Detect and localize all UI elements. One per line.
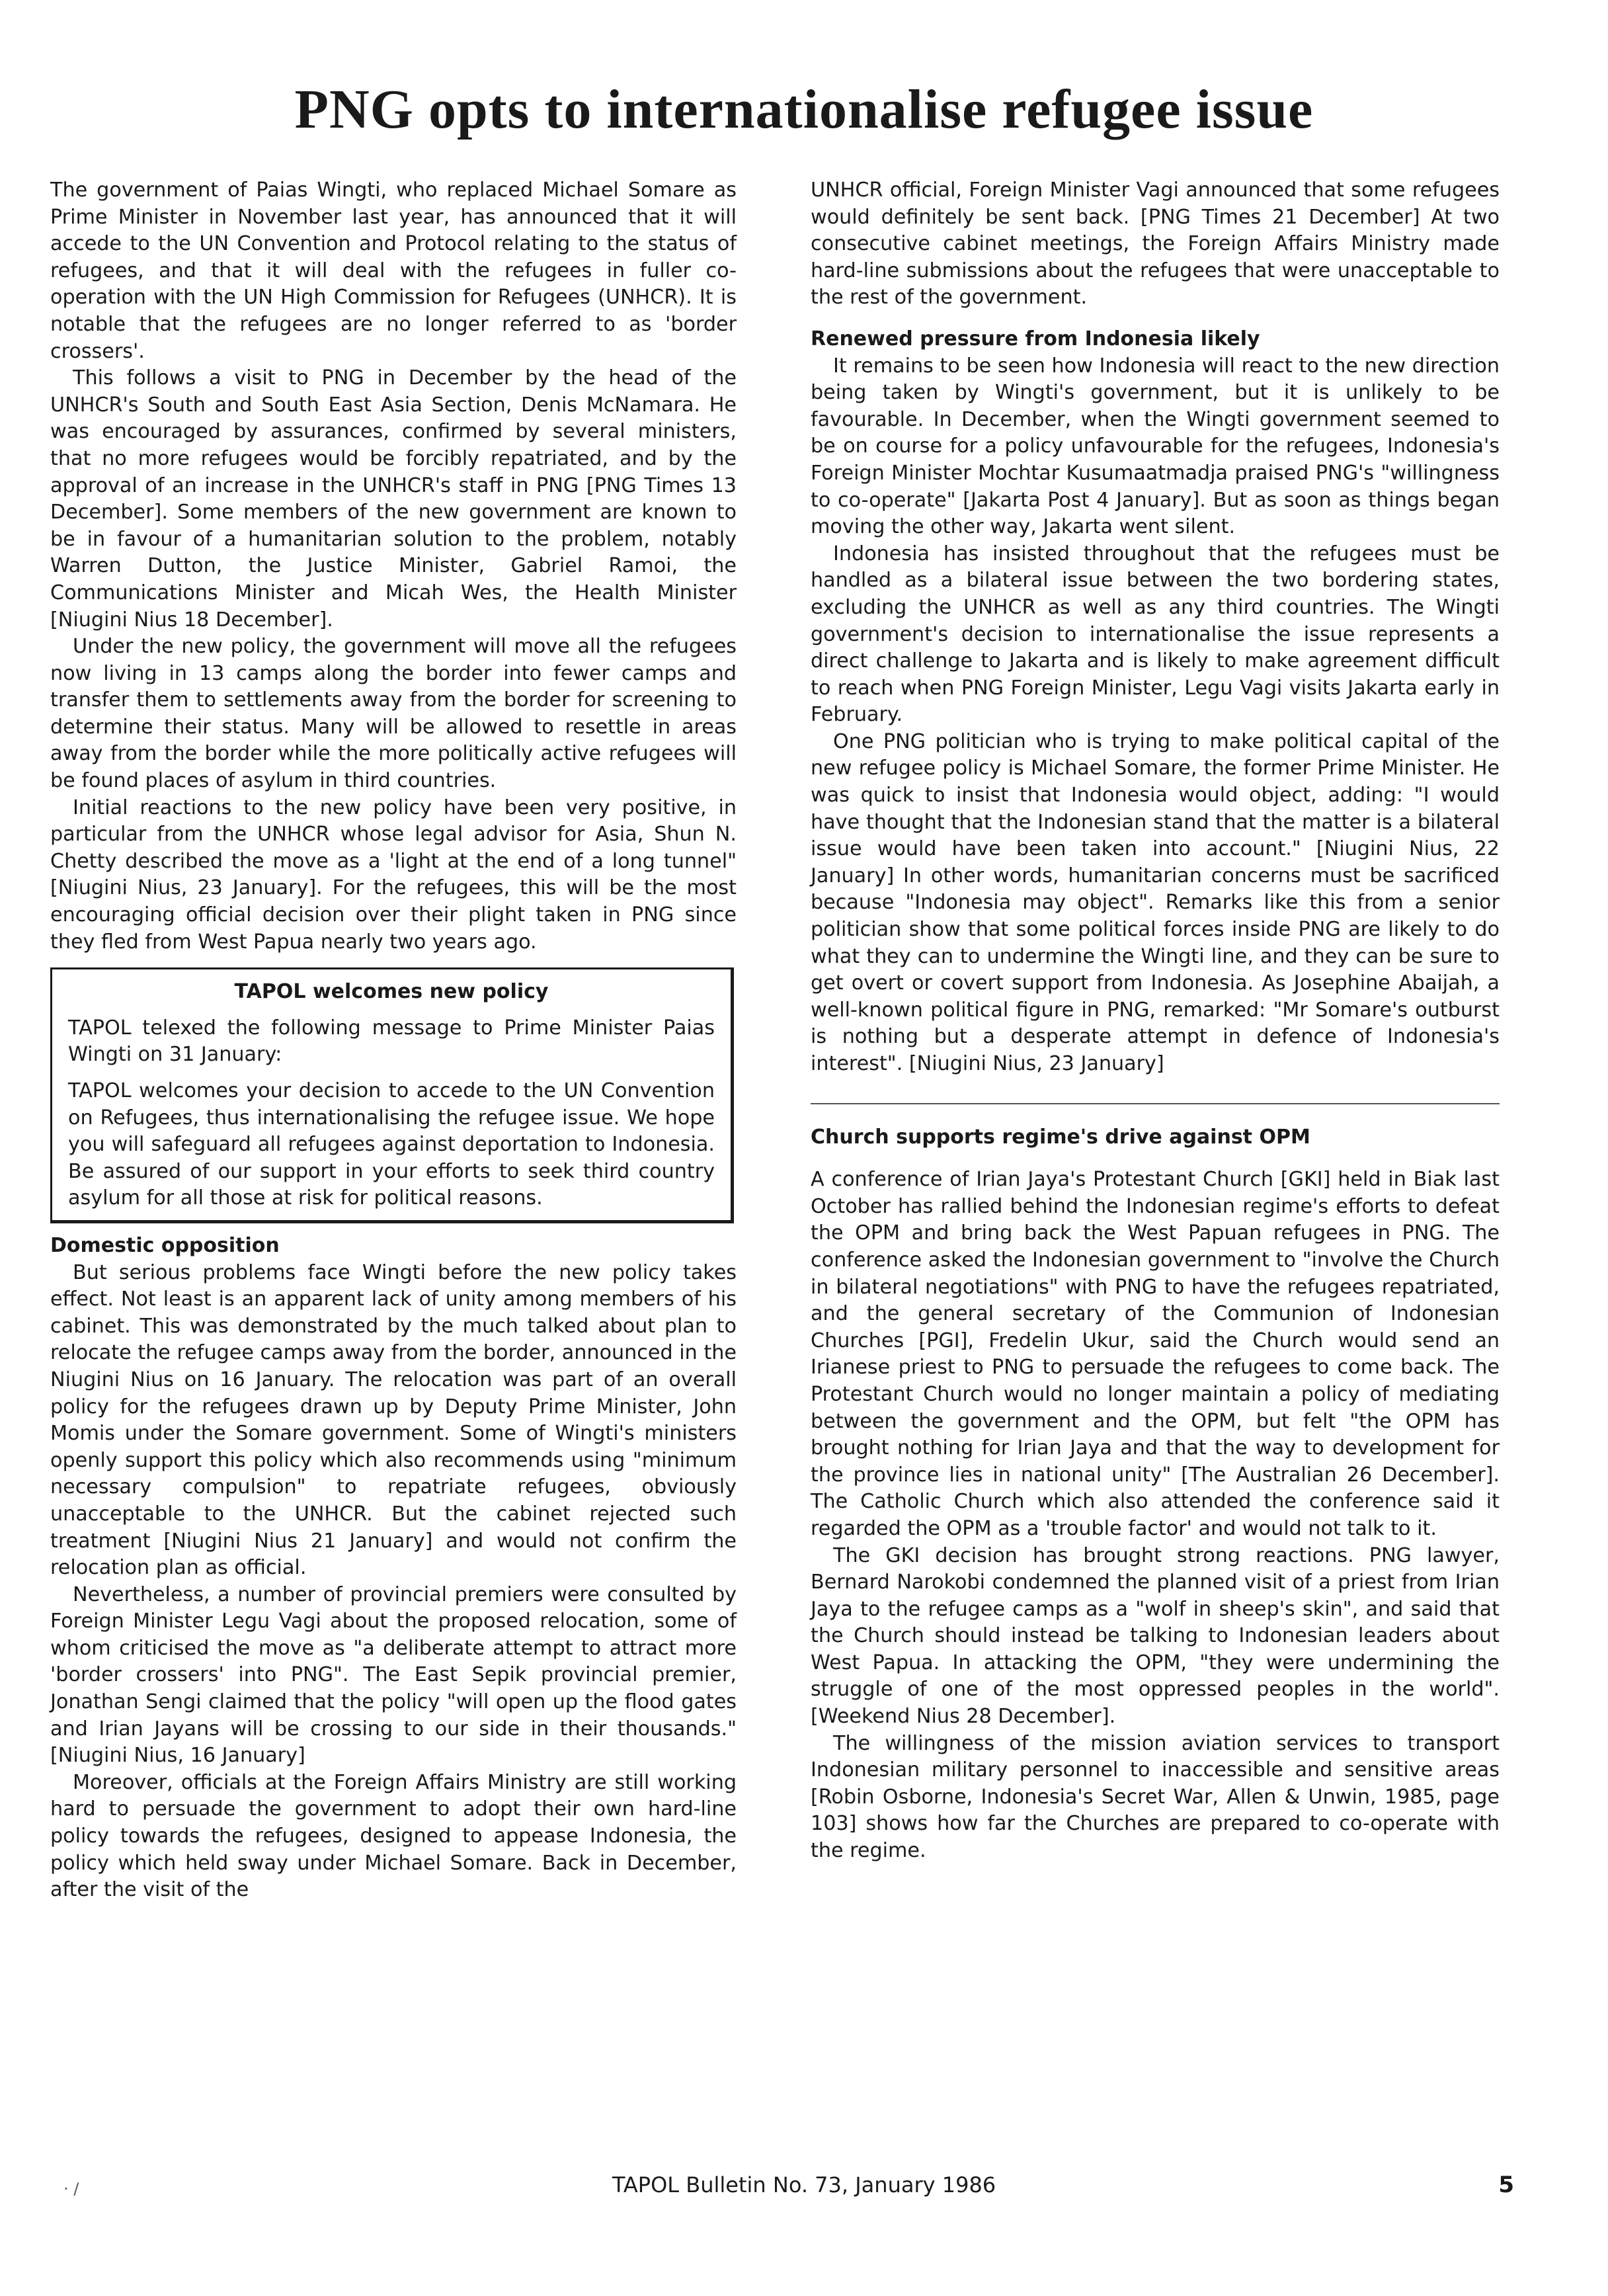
paragraph: Initial reactions to the new policy have been very positive, in particular from the UNHCR whose legal advisor for Asia, Shun N. Chetty described the move as a 'light at the end of a long tunnel" [Niugini Nius, 23 January]. For the refugees, this will be the most encouraging official decision over their plight taken in PNG since they fled from West Papua nearly two years ago. [50, 796, 737, 954]
tapol-statement-box [50, 967, 734, 1223]
box-intro: TAPOL telexed the following message to Prime Minister Paias Wingti on 31 January: [68, 1016, 715, 1067]
box-heading: TAPOL welcomes new policy [234, 980, 549, 1004]
paragraph: This follows a visit to PNG in December by the head of the UNHCR's South and South East Asia Section, Denis McNamara. He was encouraged by assurances, confirmed by several ministers, that no more refugees would be forcibly repatriated, and by the approval of an increase in the UNHCR's staff in PNG [PNG Times 13 December]. Some members of the new government are known to be in favour of a humanitarian solution to the problem, notably Warren Dutton, the Justice Minister, Gabriel Ramoi, the Communications Minister and Micah Wes, the Health Minister [Niugini Nius 18 December]. [50, 366, 737, 632]
paragraph: Indonesia has insisted throughout that the refugees must be handled as a bilateral issue between the two bordering states, excluding the UNHCR as well as any third countries. The Wingti government's decision to internationalise the issue represents a direct challenge to Jakarta and is likely to make agreement difficult to reach when PNG Foreign Minister, Legu Vagi visits Jakarta early in February. [811, 542, 1500, 727]
paragraph: The willingness of the mission aviation services to transport Indonesian military personnel to inaccessible and sensitive areas [Robin Osborne, Indonesia's Secret War, Allen & Unwin, 1985, page 103] shows how far the Churches are prepared to co-operate with the regime. [811, 1731, 1500, 1863]
paragraph: Under the new policy, the government will move all the refugees now living in 13 camps along the border into fewer camps and transfer them to settlements away from the border for screening to determine their status. Many will be allowed to resettle in areas away from the border while the more politically active refugees will be found places of asylum in third countries. [50, 635, 737, 793]
right-column [811, 177, 1500, 1865]
footer-bulletin: TAPOL Bulletin No. 73, January 1986 [612, 2172, 996, 2197]
paragraph: A conference of Irian Jaya's Protestant Church [GKI] held in Biak last October has rallied behind the Indonesian regime's efforts to defeat the OPM and bring back the West Papuan refugees in PNG. The conference asked the Indonesian government to "involve the Church in bilateral negotiations" with PNG to have the refugees repatriated, and the general secretary of the Communion of Indonesian Churches [PGI], Fredelin Ukur, said the Church would send an Irianese priest to PNG to persuade the refugees to come back. The Protestant Church would no longer maintain a policy of mediating between the government and the OPM, but felt "the OPM has brought nothing for Irian Jaya and that the way to development for the province lies in national unity" [The Australian 26 December]. The Catholic Church which also attended the conference said it regarded the OPM as a 'trouble factor' and would not talk to it. [811, 1168, 1500, 1540]
paragraph: One PNG politician who is trying to make political capital of the new refugee policy is Michael Somare, the former Prime Minister. He was quick to insist that Indonesia would object, adding: "I would have thought that the Indonesian stand that the matter is a bilateral issue would have been taken into account." [Niugini Nius, 22 January] In other words, humanitarian concerns must be sacrificed because "Indonesia may object". Remarks like this from a senior politician show that some political forces inside PNG are likely to do what they can to undermine the Wingti line, and they can be sure to get overt or covert support from Indonesia. As Josephine Abaijah, a well-known political figure in PNG, remarked: "Mr Somare's outburst is nothing but a desperate attempt in defence of Indonesia's interest". [Niugini Nius, 23 January] [811, 729, 1500, 1075]
section-heading-domestic-opposition: Domestic opposition [50, 1233, 280, 1257]
section-heading-church: Church supports regime's drive against OPM [811, 1125, 1310, 1149]
left-column [50, 177, 737, 1904]
page-number: 5 [1498, 2172, 1514, 2198]
page-title: PNG opts to internationalise refugee issue [294, 79, 1314, 140]
paragraph: UNHCR official, Foreign Minister Vagi announced that some refugees would definitely be sent back. [PNG Times 21 December] At two consecutive cabinet meetings, the Foreign Affairs Ministry made hard-line submissions about the refugees that were unacceptable to the rest of the government. [811, 179, 1500, 309]
section-heading-renewed-pressure: Renewed pressure from Indonesia likely [811, 327, 1260, 350]
paragraph: It remains to be seen how Indonesia will react to the new direction being taken by Wingti's government, but it is unlikely to be favourable. In December, when the Wingti government seemed to be on course for a policy unfavourable for the refugees, Indonesia's Foreign Minister Mochtar Kusumaatmadja praised PNG's "willingness to co-operate" [Jakarta Post 4 January]. But as soon as things began moving the other way, Jakarta went silent. [811, 354, 1500, 539]
footer-mark: · / [63, 2180, 79, 2198]
paragraph: Moreover, officials at the Foreign Affairs Ministry are still working hard to persuade the government to adopt their own hard-line policy towards the refugees, designed to appease Indonesia, the policy which held sway under Michael Somare. Back in December, after the visit of the [50, 1770, 737, 1902]
paragraph: Nevertheless, a number of provincial premiers were consulted by Foreign Minister Legu Vagi about the proposed relocation, some of whom criticised the move as "a deliberate attempt to attract more 'border crossers' into PNG". The East Sepik provincial premier, Jonathan Sengi claimed that the policy "will open up the flood gates and Irian Jayans will be crossing to our side in their thousands." [Niugini Nius, 16 January] [50, 1582, 737, 1768]
box-message: TAPOL welcomes your decision to accede to the UN Convention on Refugees, thus internationalising the refugee issue. We hope you will safeguard all refugees against deportation to Indonesia. Be assured of our support in your efforts to seek third country asylum for all those at risk for political reasons. [68, 1079, 715, 1210]
section-divider [811, 1103, 1500, 1104]
paragraph: The GKI decision has brought strong reactions. PNG lawyer, Bernard Narokobi condemned the planned visit of a priest from Irian Jaya to the refugee camps as a "wolf in sheep's skin", and said that the Church should instead be talking to Indonesian leaders about West Papua. In attacking the OPM, "they were undermining the struggle of one of the most oppressed peoples in the world". [Weekend Nius 28 December]. [811, 1543, 1500, 1729]
paragraph: But serious problems face Wingti before the new policy takes effect. Not least is an apparent lack of unity among members of his cabinet. This was demonstrated by the much talked about plan to relocate the refugee camps away from the border, announced in the Niugini Nius on 16 January. The relocation was part of an overall policy for the refugees drawn up by Deputy Prime Minister, John Momis under the Somare government. Some of Wingti's ministers openly support this policy which also recommends using "minimum necessary compulsion" to repatriate refugees, obviously unacceptable to the UNHCR. But the cabinet rejected such treatment [Niugini Nius 21 January] and would not confirm the relocation plan as official. [50, 1260, 737, 1580]
paragraph: The government of Paias Wingti, who replaced Michael Somare as Prime Minister in November last year, has announced that it will accede to the UN Convention and Protocol relating to the status of refugees, and that it will deal with the refugees in fuller co-operation with the UN High Commission for Refugees (UNHCR). It is notable that the refugees are no longer referred to as 'border crossers'. [50, 179, 737, 363]
